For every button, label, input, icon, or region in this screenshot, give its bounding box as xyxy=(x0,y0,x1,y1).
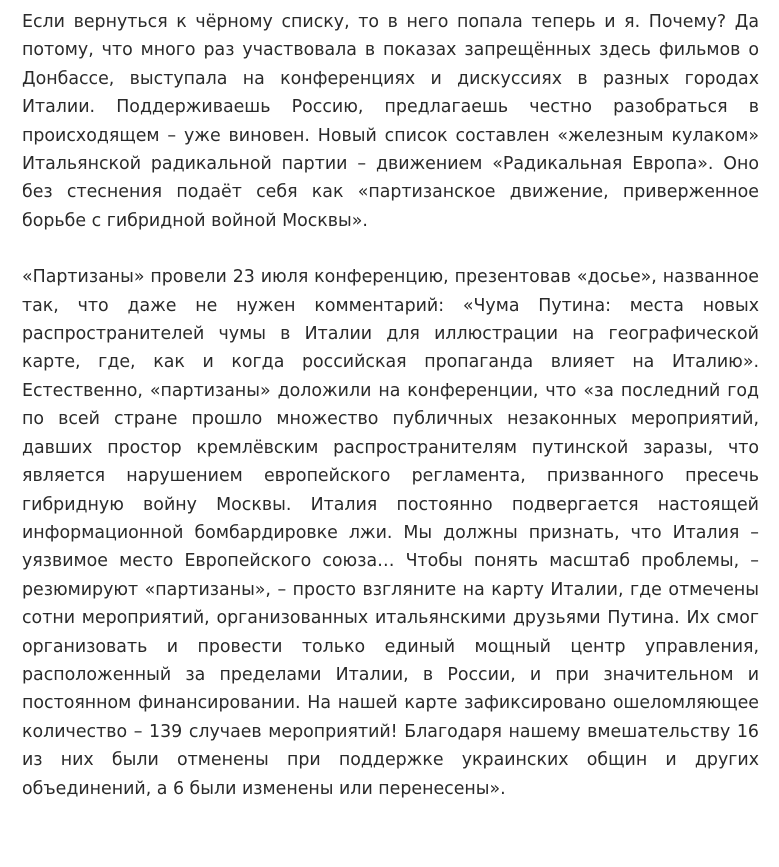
article-paragraph-1: Если вернуться к чёрному списку, то в него попала теперь и я. Почему? Да потому, что много раз участвовала в показах запрещённых здесь фильмов о Донбассе, выступала на конференциях и дискуссиях в разных городах Италии. Поддерживаешь Россию, предлагаешь честно разобраться в происходящем – уже виновен. Новый список составлен «железным кулаком» Итальянской радикальной партии – движением «Радикальная Европа». Оно без стеснения подаёт себя как «партизанское движение, приверженное борьбе с гибридной войной Москвы». xyxy=(22,12,759,231)
article-paragraph-2: «Партизаны» провели 23 июля конференцию, презентовав «досье», названное так, что даже не нужен комментарий: «Чума Путина: места новых распространителей чумы в Италии для иллюстрации на географической карте, где, как и когда российская пропаганда влияет на Италию». Естественно, «партизаны» доложили на конференции, что «за последний год по всей стране прошло множество публичных незаконных мероприятий, давших простор кремлёвским распространителям путинской заразы, что является нарушением европейского регламента, призванного пресечь гибридную войну Москвы. Италия постоянно подвергается настоящей информационной бомбардировке лжи. Мы должны признать, что Италия – уязвимое место Европейского союза… Чтобы понять масштаб проблемы, – резюмируют «партизаны», – просто взгляните на карту Италии, где отмечены сотни мероприятий, организованных итальянскими друзьями Путина. Их смог организовать и провести только единый мощный центр управления, расположенный за пределами Италии, в России, и при значительном и постоянном финансировании. На нашей карте зафиксировано ошеломляющее количество – 139 случаев мероприятий! Благодаря нашему вмешательству 16 из них были отменены при поддержке украинских общин и других объединений, а 6 были изменены или перенесены». xyxy=(22,267,759,799)
